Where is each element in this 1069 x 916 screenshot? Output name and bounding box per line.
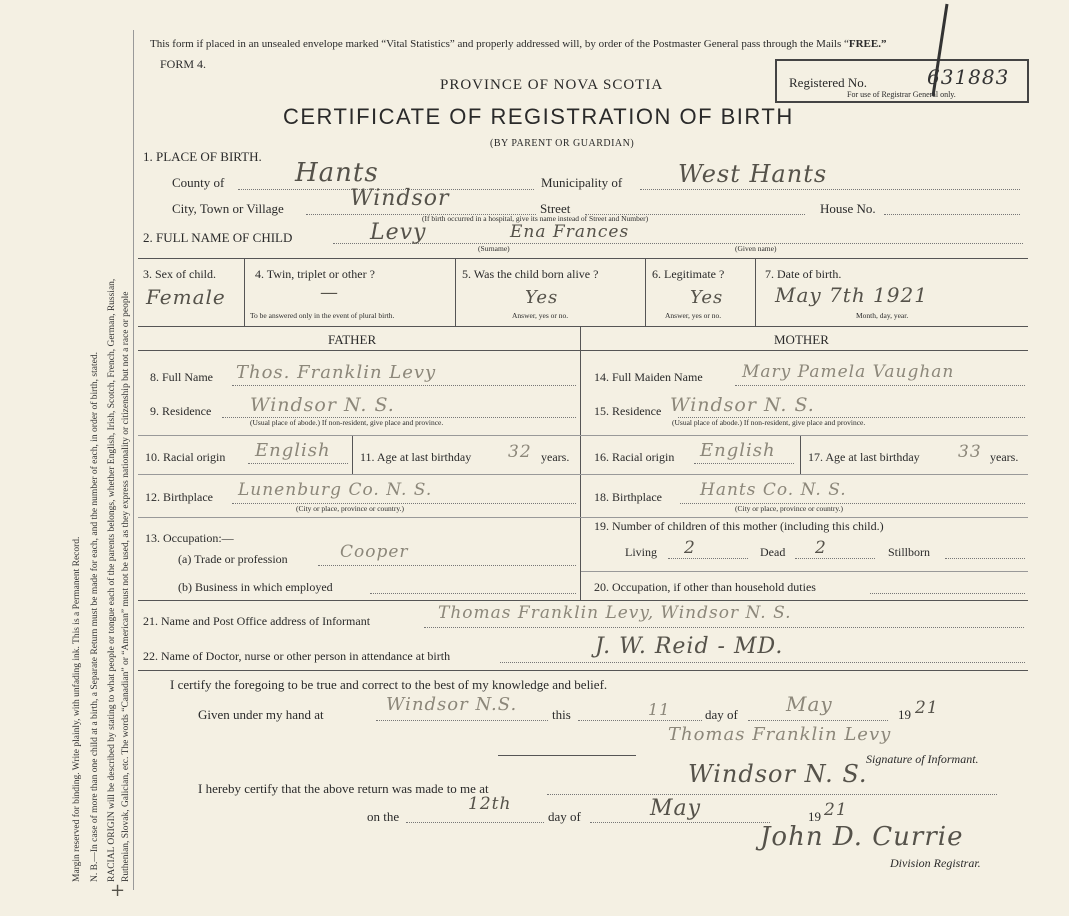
mother-years-label: years. <box>990 450 1019 464</box>
living-value: 2 <box>684 538 696 558</box>
certificate-subtitle: (BY PARENT OR GUARDIAN) <box>490 138 635 149</box>
registrar-day-value: 12th <box>468 794 512 814</box>
mail-notice: This form if placed in an unsealed envelope marked “Vital Statistics” and properly addressed will, by order of the Postmaster General pass through the Mails “FREE.” <box>150 38 887 50</box>
doctor-value: J. W. Reid - MD. <box>595 634 784 659</box>
margin-note-2: N. B.—In case of more than one child at a birth, a Separate Return must be made for each, and the number of each, in order of birth, stated. <box>90 352 100 882</box>
birth-date-note: Month, day, year. <box>856 311 909 320</box>
certify-statement: I certify the foregoing to be true and correct to the best of my knowledge and belief. <box>170 677 608 692</box>
mother-residence-label: 15. Residence <box>594 404 662 418</box>
mother-racial-label: 16. Racial origin <box>594 450 675 464</box>
registered-box <box>775 59 1029 103</box>
mother-birthplace-note: (City or place, province or country.) <box>735 504 844 513</box>
registrar-day-of-label: day of <box>548 809 581 824</box>
father-residence-note: (Usual place of abode.) If non-resident, give place and province. <box>250 418 444 427</box>
registrar-year-prefix: 19 <box>808 809 821 824</box>
parents-divider <box>580 326 581 600</box>
living-label: Living <box>625 545 657 559</box>
dead-value: 2 <box>815 538 827 558</box>
twin-label: 4. Twin, triplet or other ? <box>255 267 375 281</box>
mother-residence-note: (Usual place of abode.) If non-resident, give place and province. <box>672 418 866 427</box>
mother-occupation-label: 20. Occupation, if other than household duties <box>594 580 816 594</box>
house-no-label: House No. <box>820 201 876 216</box>
registrar-signature-label: Division Registrar. <box>890 856 981 870</box>
mother-age-label: 17. Age at last birthday <box>808 450 920 464</box>
registered-number: 631883 <box>927 65 1010 89</box>
city-value: Windsor <box>350 186 450 211</box>
born-alive-note: Answer, yes or no. <box>512 311 569 320</box>
sex-label: 3. Sex of child. <box>143 267 216 281</box>
father-birthplace-label: 12. Birthplace <box>145 490 213 504</box>
given-day-value: 11 <box>648 700 671 719</box>
county-label: County of <box>172 175 225 190</box>
given-under-label: Given under my hand at <box>198 707 324 722</box>
informant-label: 21. Name and Post Office address of Informant <box>143 614 371 628</box>
mother-name-value: Mary Pamela Vaughan <box>742 362 955 382</box>
given-month-value: May <box>786 692 833 716</box>
certificate-title: CERTIFICATE OF REGISTRATION OF BIRTH <box>283 104 794 129</box>
born-alive-label: 5. Was the child born alive ? <box>462 267 599 281</box>
informant-signature: Thomas Franklin Levy <box>668 724 892 745</box>
city-label: City, Town or Village <box>172 201 284 216</box>
margin-note-4: Ruthenian, Slovak, Galician, etc. The words “Canadian” or “American” must not be used, as they express nationality or citizenship but not a race or people <box>121 291 131 882</box>
registrar-statement: I hereby certify that the above return was made to me at <box>198 781 489 796</box>
father-heading: FATHER <box>328 332 377 347</box>
child-name-label: 2. FULL NAME OF CHILD <box>143 230 293 245</box>
margin-note-3: RACIAL ORIGIN will be described by stating to what people or tongue each of the parents belongs, whether English, Irish, Scotch, French, German, Russian, <box>107 278 117 882</box>
father-age-label: 11. Age at last birthday <box>360 450 472 464</box>
margin-divider <box>133 30 134 890</box>
father-birthplace-value: Lunenburg Co. N. S. <box>238 480 433 500</box>
mother-heading: MOTHER <box>774 332 829 347</box>
mother-name-label: 14. Full Maiden Name <box>594 370 703 384</box>
informant-seal-line <box>498 755 636 756</box>
province-heading: PROVINCE OF NOVA SCOTIA <box>440 77 664 93</box>
father-racial-label: 10. Racial origin <box>145 450 226 464</box>
margin-mark: + <box>110 880 127 901</box>
given-year-value: 21 <box>915 698 939 718</box>
surname-caption: (Surname) <box>478 244 510 253</box>
county-value: Hants <box>295 158 379 188</box>
father-birthplace-note: (City or place, province or country.) <box>296 504 405 513</box>
mother-birthplace-label: 18. Birthplace <box>594 490 662 504</box>
registered-label: Registered No. <box>789 75 867 90</box>
stillborn-label: Stillborn <box>888 545 931 559</box>
registrar-signature: John D. Currie <box>760 822 964 852</box>
registrar-place-value: Windsor N. S. <box>688 760 868 788</box>
registered-note: For use of Registrar General only. <box>847 90 956 99</box>
on-the-label: on the <box>367 809 400 824</box>
doctor-label: 22. Name of Doctor, nurse or other person in attendance at birth <box>143 649 451 663</box>
father-name-label: 8. Full Name <box>150 370 213 384</box>
child-given-name: Ena Frances <box>510 222 630 242</box>
father-residence-value: Windsor N. S. <box>250 394 395 416</box>
given-name-caption: (Given name) <box>735 244 777 253</box>
form-number: FORM 4. <box>160 57 207 71</box>
father-years-label: years. <box>541 450 570 464</box>
twin-note: To be answered only in the event of plural birth. <box>250 311 395 320</box>
child-surname: Levy <box>370 220 427 245</box>
twin-value: — <box>320 282 339 303</box>
mother-residence-value: Windsor N. S. <box>670 394 815 416</box>
details-top-rule <box>138 258 1028 259</box>
mother-racial-value: English <box>700 440 776 461</box>
legitimate-label: 6. Legitimate ? <box>652 267 725 281</box>
municipality-line <box>640 189 1020 190</box>
father-occupation-label: 13. Occupation:— <box>145 531 234 545</box>
father-business-label: (b) Business in which employed <box>178 580 333 594</box>
check-mark-icon <box>925 0 955 100</box>
registrar-month-value: May <box>650 796 702 821</box>
this-label: this <box>552 707 571 722</box>
given-day-of-label: day of <box>705 707 738 722</box>
father-age-value: 32 <box>508 442 532 462</box>
free-label: FREE.” <box>848 38 887 50</box>
father-residence-label: 9. Residence <box>150 404 212 418</box>
hospital-note: (If birth occurred in a hospital, give its name instead of Street and Number) <box>422 214 649 223</box>
given-place-value: Windsor N.S. <box>386 694 518 715</box>
informant-signature-label: Signature of Informant. <box>866 752 979 766</box>
sex-value: Female <box>146 285 226 309</box>
legitimate-value: Yes <box>690 287 724 308</box>
birth-date-value: May 7th 1921 <box>775 283 928 307</box>
place-of-birth-label: 1. PLACE OF BIRTH. <box>143 149 262 164</box>
municipality-value: West Hants <box>678 160 828 188</box>
house-no-line <box>884 214 1020 215</box>
municipality-label: Municipality of <box>541 175 623 190</box>
informant-value: Thomas Franklin Levy, Windsor N. S. <box>438 603 792 623</box>
born-alive-value: Yes <box>525 287 559 308</box>
mother-age-value: 33 <box>958 442 982 462</box>
mother-children-label: 19. Number of children of this mother (including this child.) <box>594 519 884 533</box>
registrar-year-value: 21 <box>824 800 848 820</box>
dead-label: Dead <box>760 545 786 559</box>
father-trade-value: Cooper <box>340 542 409 562</box>
given-year-prefix: 19 <box>898 707 911 722</box>
father-racial-value: English <box>255 440 331 461</box>
street-label: Street <box>540 201 571 216</box>
birth-date-label: 7. Date of birth. <box>765 267 842 281</box>
mother-birthplace-value: Hants Co. N. S. <box>700 480 847 500</box>
father-name-value: Thos. Franklin Levy <box>236 362 437 383</box>
father-trade-label: (a) Trade or profession <box>178 552 288 566</box>
child-name-line <box>333 243 1023 244</box>
margin-note-1: Margin reserved for binding. Write plainly, with unfading ink. This is a Permanent Record. <box>72 536 82 882</box>
legitimate-note: Answer, yes or no. <box>665 311 722 320</box>
